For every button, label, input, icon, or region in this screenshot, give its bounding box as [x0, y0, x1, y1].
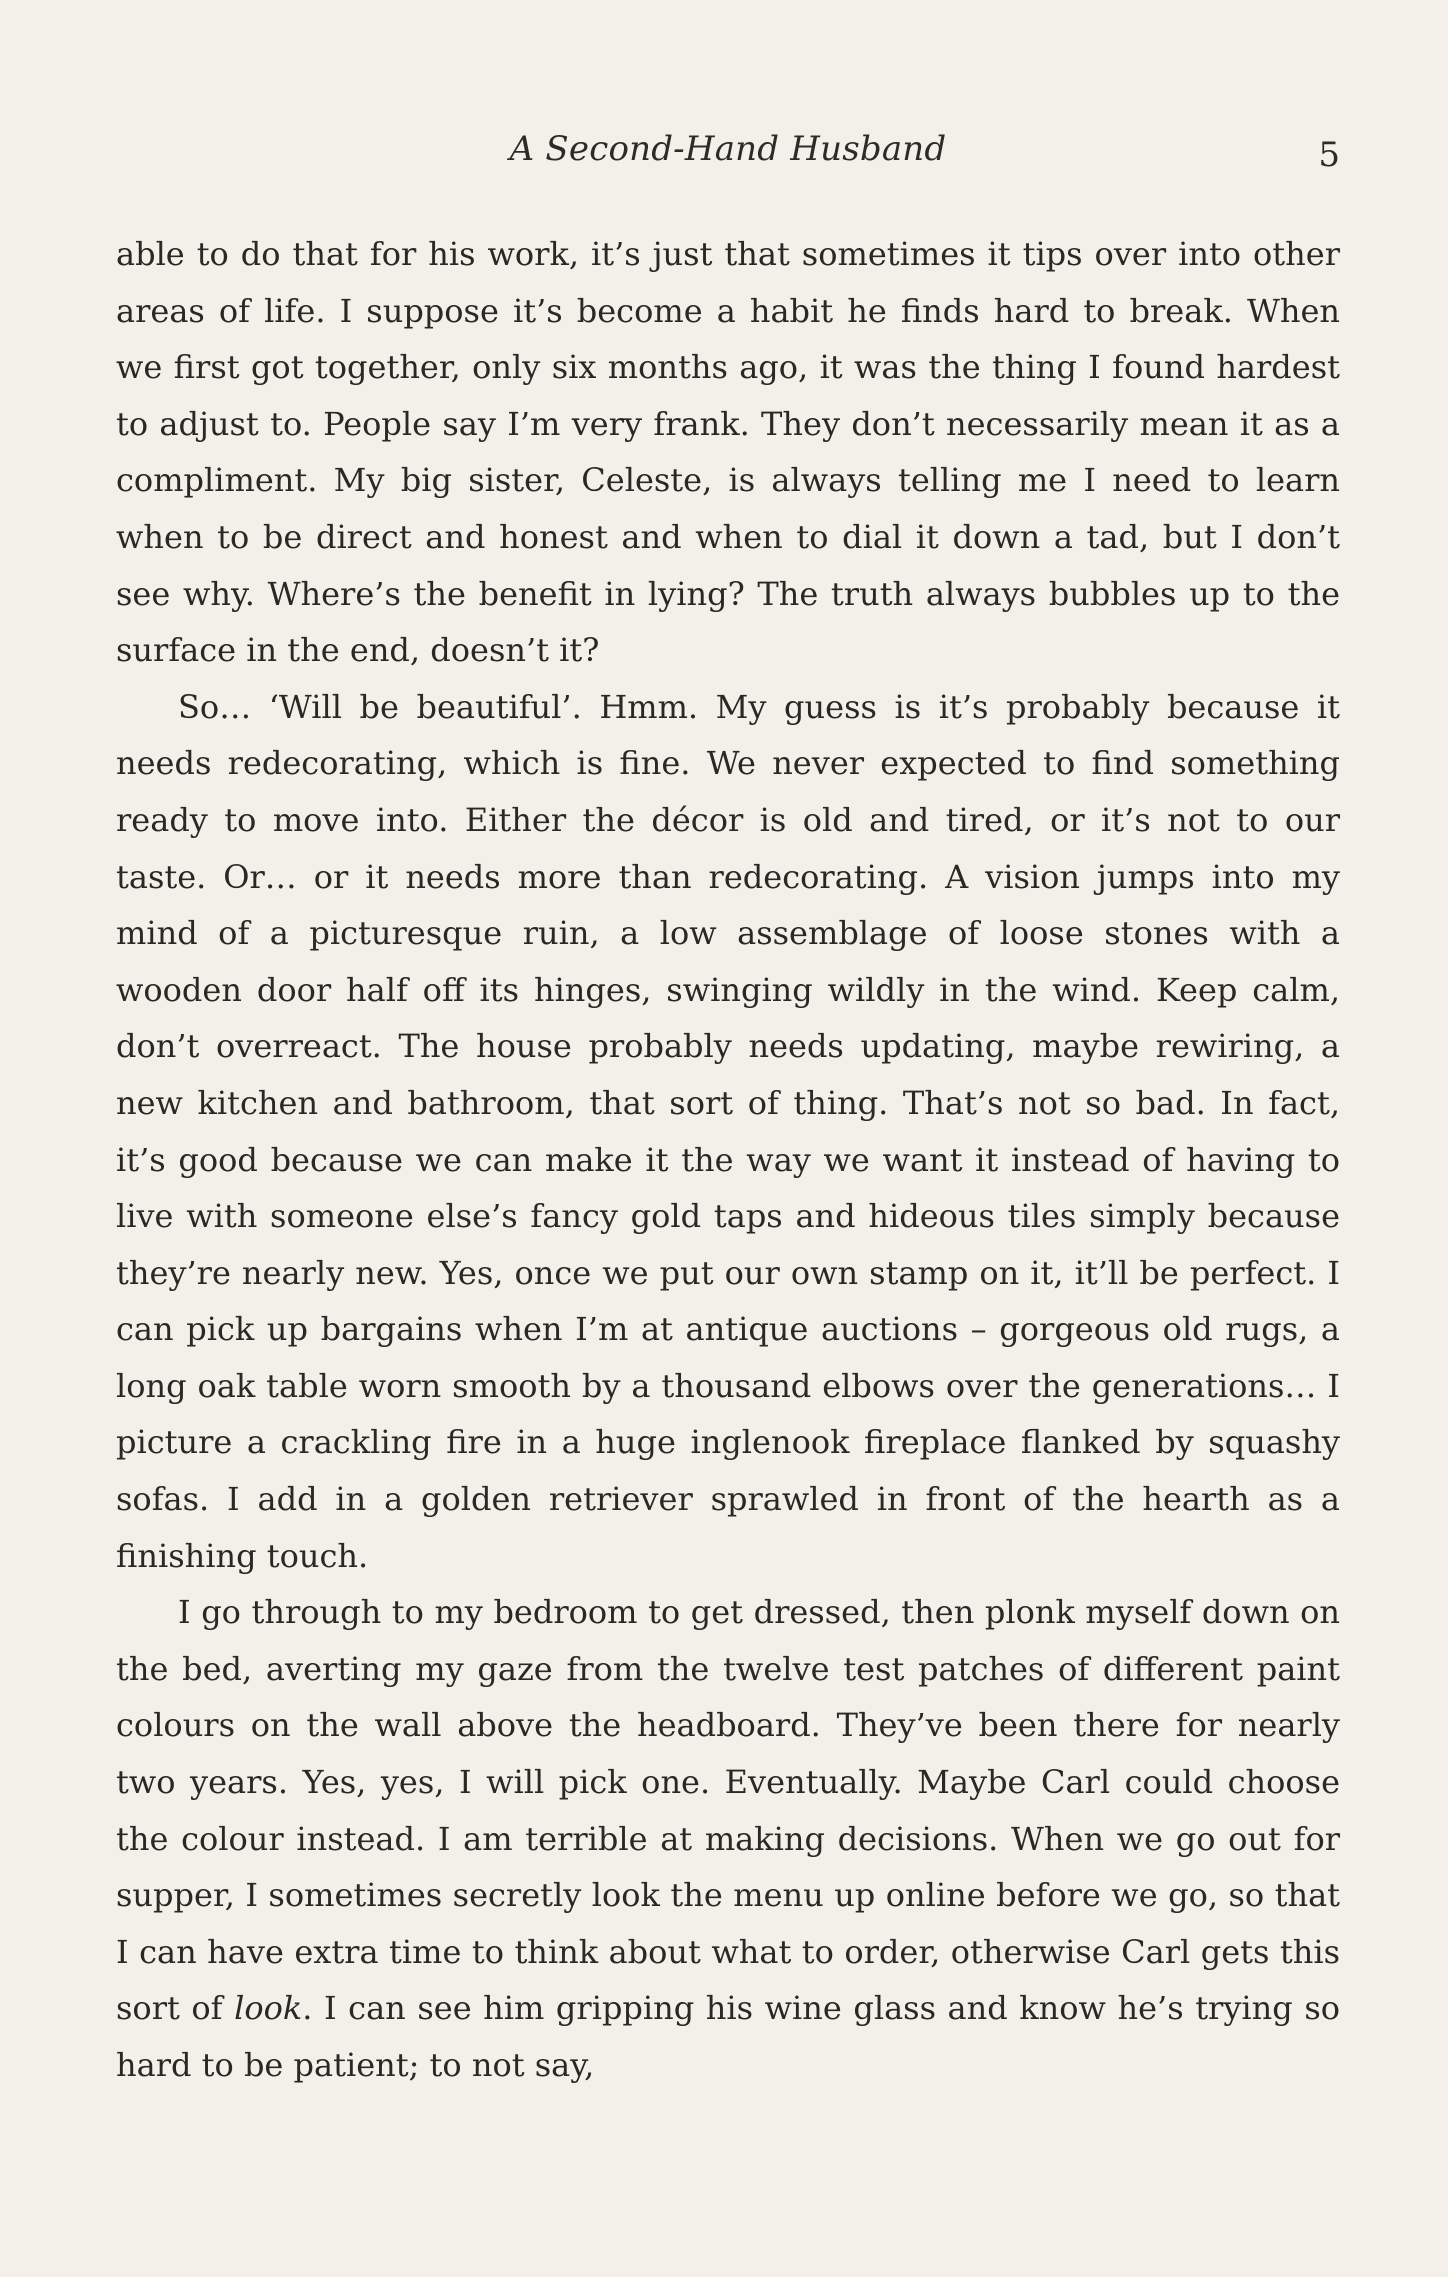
paragraph-text: So… ‘Will be beautiful’. Hmm. My guess is it’s probably because it needs redecorating, which is fine. We never expected to find something ready to move into. Either the décor is old and tired, or it’s not to our taste. Or… or it needs more than redecorating. A vision jumps into my mind of a picturesque ruin, a low assemblage of loose stones with a wooden door half off its hinges, swinging wildly in the wind. Keep calm, don’t overreact. The house probably needs updating, maybe rewiring, a new kitchen and bathroom, that sort of thing. That’s not so bad. In fact, it’s good because we can make it the way we want it instead of having to live with someone else’s fancy gold taps and hideous tiles simply because they’re nearly new. Yes, once we put our own stamp on it, it’ll be perfect. I can pick up bargains when I’m at antique auctions – gorgeous old rugs, a long oak table worn smooth by a thousand elbows over the generations… I picture a crackling fire in a huge inglenook fireplace flanked by squashy sofas. I add in a golden retriever sprawled in front of the hearth as a finishing touch. [116, 687, 1340, 1575]
page-header [116, 124, 1340, 174]
emphasis-text: look [234, 1989, 303, 2028]
paragraph-text: able to do that for his work, it’s just that sometimes it tips over into other areas of life. I suppose it’s become a habit he finds hard to break. When we first got together, only six months ago, it was the thing I found hardest to adjust to. People say I’m very frank. They don’t necessarily mean it as a compliment. My big sister, Celeste, is always telling me I need to learn when to be direct and honest and when to dial it down a tad, but I don’t see why. Where’s the benefit in lying? The truth always bubbles up to the surface in the end, doesn’t it? [116, 235, 1340, 670]
paragraph-1 [116, 226, 1340, 679]
paragraph-text: . I can see him gripping his wine glass and know he’s trying so hard to be patient; to not say, [116, 1989, 1341, 2084]
paragraph-2 [116, 679, 1340, 1585]
paragraph-text: I go through to my bedroom to get dressed, then plonk myself down on the bed, averting my gaze from the twelve test patches of different paint colours on the wall above the headboard. They’ve been there for nearly two years. Yes, yes, I will pick one. Eventually. Maybe Carl could choose the colour instead. I am terrible at making decisions. When we go out for supper, I sometimes secretly look the menu up online before we go, so that I can have extra time to think about what to order, otherwise Carl gets this sort of [116, 1593, 1340, 2028]
paragraph-3 [116, 1584, 1340, 2093]
body-text [116, 226, 1340, 2094]
running-title: A Second-Hand Husband [509, 129, 947, 169]
page-number: 5 [1318, 135, 1340, 175]
